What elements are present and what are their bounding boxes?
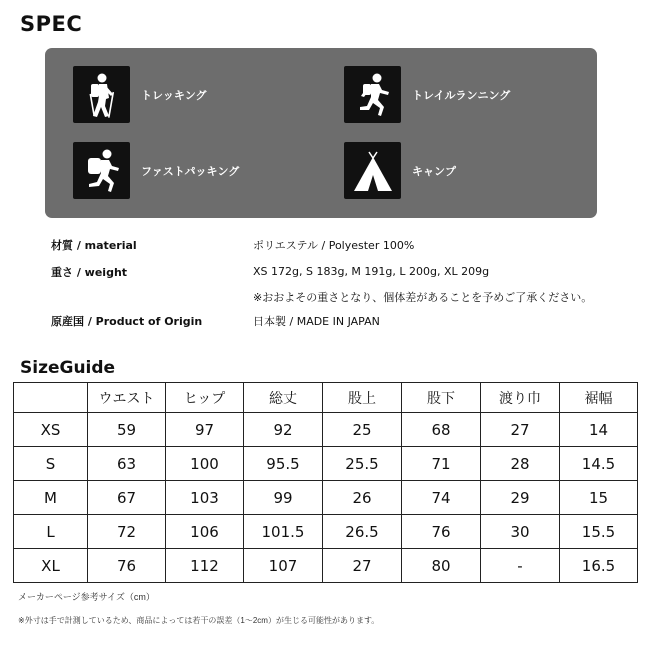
spec-value-origin: 日本製 / MADE IN JAPAN [253,315,380,328]
header-cell: ヒップ [166,383,244,413]
table-cell: - [481,549,560,583]
spec-label-weight: 重さ / weight [51,266,128,279]
table-cell: 27 [481,413,560,447]
table-row [14,549,638,583]
table-cell: 15 [560,481,638,515]
spec-value-material: ポリエステル / Polyester 100% [253,239,415,252]
table-header-row [14,383,638,413]
table-cell: 28 [481,447,560,481]
table-cell: 100 [166,447,244,481]
table-cell: 76 [88,549,166,583]
table-cell: 26 [323,481,402,515]
table-cell: 107 [244,549,323,583]
table-row [14,447,638,481]
table-cell: 80 [402,549,481,583]
table-cell: 27 [323,549,402,583]
activity-trail-running [344,66,510,123]
header-cell: 渡り巾 [481,383,560,413]
activity-label: キャンプ [412,164,456,178]
table-cell: 72 [88,515,166,549]
header-cell: 総丈 [244,383,323,413]
spec-value-weight-note: ※おおよその重さとなり、個体差があることを予めご了承ください。 [253,291,593,304]
spec-label-material: 材質 / material [51,239,137,252]
spec-value-weight: XS 172g, S 183g, M 191g, L 200g, XL 209g [253,265,490,278]
table-cell: 95.5 [244,447,323,481]
activity-label: トレイルランニング [412,88,511,102]
table-row [14,413,638,447]
table-cell: 97 [166,413,244,447]
header-cell: 股下 [402,383,481,413]
spec-label-origin: 原産国 / Product of Origin [51,315,203,328]
hiker-poles-icon [73,66,130,123]
table-cell: 29 [481,481,560,515]
table-cell: 68 [402,413,481,447]
spec-title: SPEC [20,12,83,36]
measurement-disclaimer: ※外寸は手で計測しているため、商品によっては若干の誤差（1〜2cm）が生じる可能性があります。 [18,616,380,625]
table-cell: 30 [481,515,560,549]
table-row [14,515,638,549]
table-cell: 74 [402,481,481,515]
table-cell: XS [14,413,88,447]
size-guide-title: SizeGuide [20,358,116,378]
table-cell: 25.5 [323,447,402,481]
table-cell: L [14,515,88,549]
table-cell: 67 [88,481,166,515]
table-cell: 92 [244,413,323,447]
activity-label: トレッキング [141,88,207,102]
tent-icon [344,142,401,199]
header-cell: ウエスト [88,383,166,413]
table-cell: 14.5 [560,447,638,481]
table-cell: 71 [402,447,481,481]
table-cell: 59 [88,413,166,447]
table-cell: S [14,447,88,481]
table-cell: 76 [402,515,481,549]
table-cell: 112 [166,549,244,583]
activity-fastpacking [73,142,239,199]
header-cell: 裾幅 [560,383,638,413]
table-cell: 103 [166,481,244,515]
size-guide-table [13,382,638,583]
table-cell: XL [14,549,88,583]
table-cell: 25 [323,413,402,447]
activity-label: ファストパッキング [141,164,240,178]
activity-camp [344,142,456,199]
table-cell: 106 [166,515,244,549]
table-cell: 26.5 [323,515,402,549]
table-cell: 99 [244,481,323,515]
table-cell: 14 [560,413,638,447]
header-cell [14,383,88,413]
table-cell: 15.5 [560,515,638,549]
trail-runner-icon [344,66,401,123]
table-cell: M [14,481,88,515]
activity-trekking [73,66,207,123]
fastpacker-icon [73,142,130,199]
table-cell: 101.5 [244,515,323,549]
activity-panel [45,48,597,218]
table-row [14,481,638,515]
table-cell: 63 [88,447,166,481]
header-cell: 股上 [323,383,402,413]
table-cell: 16.5 [560,549,638,583]
size-reference-note: メーカーページ参考サイズ（cm） [18,592,155,602]
